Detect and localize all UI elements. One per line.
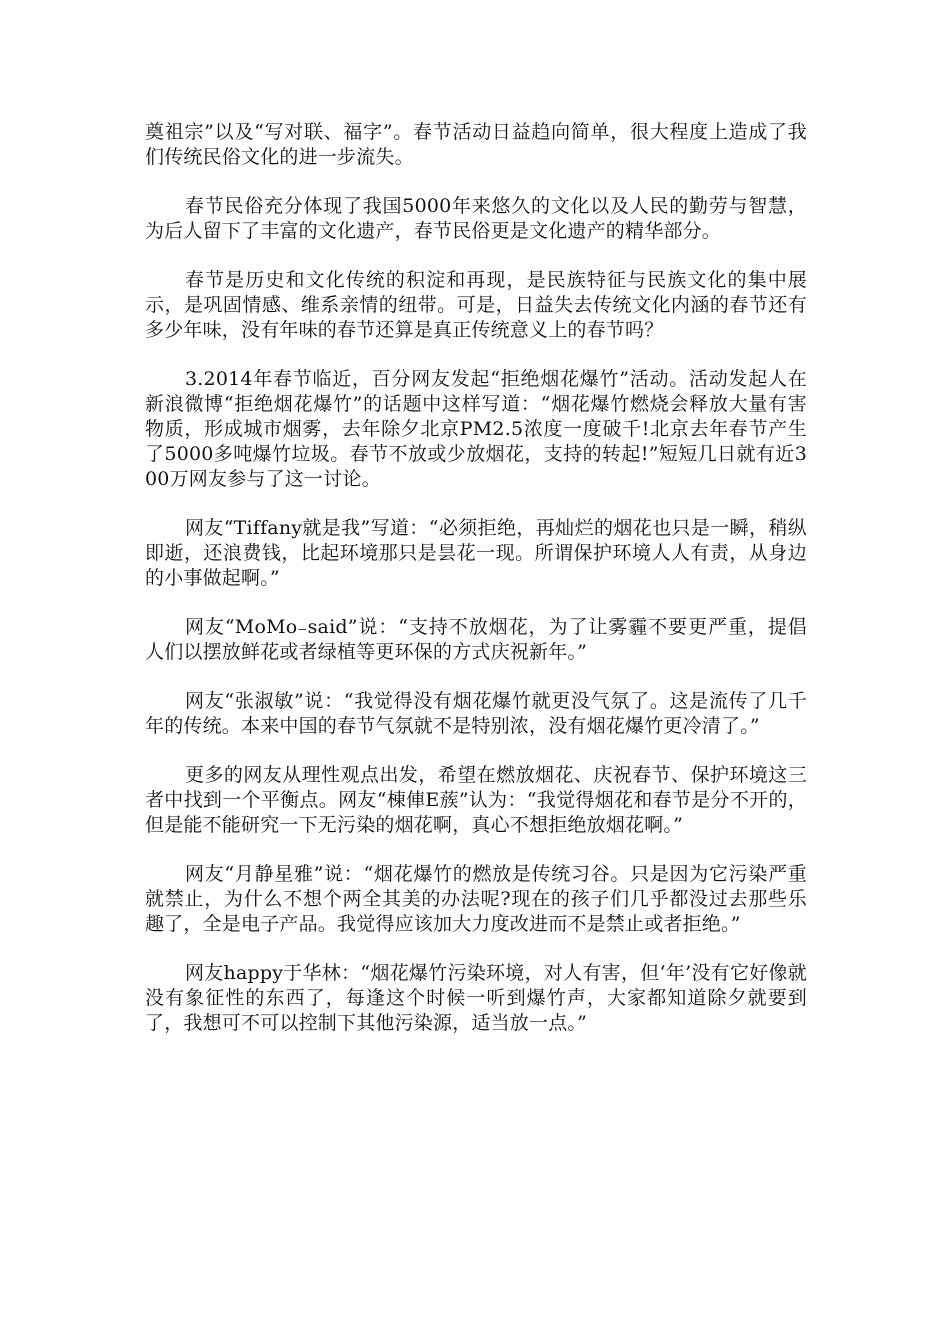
paragraph-netizen-momo: 网友“MoMo₋said”说：“支持不放烟花，为了让雾霾不要更严重，提倡人们以摆放鲜花或者绿植等更环保的方式庆祝新年。” bbox=[145, 616, 807, 663]
paragraph-netizen-tiffany: 网友“Tiffany就是我”写道：“必须拒绝，再灿烂的烟花也只是一瞬，稍纵即逝，还浪费钱，比起环境那只是昙花一现。所谓保护环境人人有责，从身边的小事做起啊。” bbox=[145, 517, 807, 589]
paragraph-netizen-zhang: 网友“张淑敏”说：“我觉得没有烟花爆竹就更没气氛了。这是流传了几千年的传统。本来中国的春节气氛就不是特别浓，没有烟花爆竹更冷清了。” bbox=[145, 690, 807, 737]
paragraph-continuation: 奠祖宗”以及“写对联、福字”。春节活动日益趋向简单，很大程度上造成了我们传统民俗文化的进一步流失。 bbox=[145, 121, 807, 168]
paragraph-netizen-yuejingxingya: 网友“月静星雅”说：“烟花爆竹的燃放是传统习谷。只是因为它污染严重就禁止，为什么不想个两全其美的办法呢?现在的孩子们几乎都没过去那些乐趣了，全是电子产品。我觉得应该加大力度改进而不是禁止或者拒绝。” bbox=[145, 863, 807, 935]
paragraph-spring-festival-tradition: 春节是历史和文化传统的积淀和再现，是民族特征与民族文化的集中展示，是巩固情感、维系亲情的纽带。可是，日益失去传统文化内涵的春节还有多少年味，没有年味的春节还算是真正传统意义上的春节吗？ bbox=[145, 269, 807, 341]
paragraph-balance-viewpoint: 更多的网友从理性观点出发，希望在燃放烟花、庆祝春节、保护环境这三者中找到一个平衡点。网友“棟俥E蔟”认为：“我觉得烟花和春节是分不开的，但是能不能研究一下无污染的烟花啊，真心不想拒绝放烟花啊。” bbox=[145, 764, 807, 836]
document-page bbox=[145, 120, 807, 1060]
paragraph-spring-festival-customs: 春节民俗充分体现了我国5000年来悠久的文化以及人民的勤劳与智慧，为后人留下了丰富的文化遗产，春节民俗更是文化遗产的精华部分。 bbox=[145, 195, 807, 242]
paragraph-reject-fireworks-campaign: 3.2014年春节临近，百分网友发起“拒绝烟花爆竹”活动。活动发起人在新浪微博“拒绝烟花爆竹”的话题中这样写道：“烟花爆竹燃烧会释放大量有害物质，形成城市烟雾，去年除夕北京PM2.5浓度一度破千!北京去年春节产生了5000多吨爆竹垃圾。春节不放或少放烟花，支持的转起!”短短几日就有近300万网友参与了这一讨论。 bbox=[145, 368, 807, 490]
paragraph-netizen-happy: 网友happy于华林：“烟花爆竹污染环境，对人有害，但‘年’没有它好像就没有象征性的东西了，每逢这个时候一听到爆竹声，大家都知道除夕就要到了，我想可不可以控制下其他污染源，适当放一点。” bbox=[145, 962, 807, 1034]
